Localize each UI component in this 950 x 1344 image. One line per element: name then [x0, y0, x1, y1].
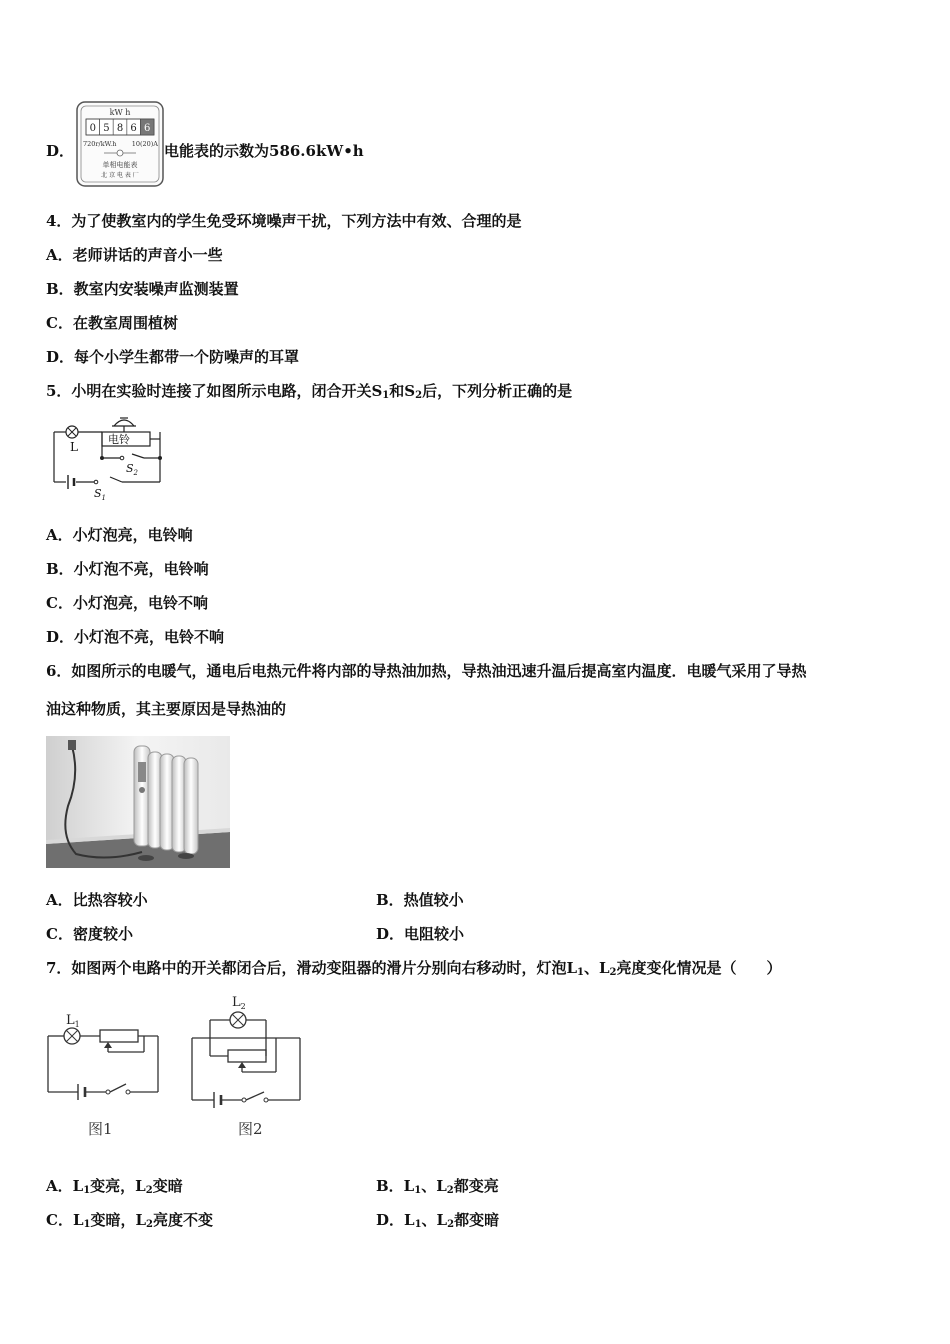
q6-option-c: C．密度较小	[46, 925, 133, 943]
meter-unit: kW h	[109, 108, 131, 117]
q5-s1-label: $S_1$	[94, 487, 107, 502]
q5-s2-label: $S_2$	[126, 462, 139, 477]
meter-maker: 北 京 电 表 厂	[101, 172, 139, 179]
q5-bell-label: 电铃	[108, 433, 130, 446]
q5-option-c: C．小灯泡亮，电铃不响	[46, 594, 208, 612]
q7-option-d: D．$L_1$、$L_2$都变暗	[376, 1211, 500, 1230]
meter-spec-left: 720r/kW.h	[83, 140, 117, 148]
q5-stem: 5．小明在实验时连接了如图所示电路，闭合开关$S_1$和$S_2$后，下列分析正确的是	[46, 382, 573, 401]
meter-digit: 6	[144, 123, 151, 134]
meter-digit: 8	[116, 123, 124, 134]
q5-option-a: A．小灯泡亮，电铃响	[46, 526, 193, 544]
oil-heater-photo	[46, 736, 230, 868]
q7-option-b: B．$L_1$、$L_2$都变亮	[376, 1177, 499, 1196]
q4-option-a: A．老师讲话的声音小一些	[46, 246, 223, 264]
q4-stem: 4．为了使教室内的学生免受环境噪声干扰，下列方法中有效、合理的是	[46, 212, 522, 230]
meter-digit: 6	[130, 123, 137, 134]
q7-fig1-caption: 图1	[88, 1120, 113, 1138]
q7-circuit-diagrams	[44, 990, 306, 1140]
electric-meter-figure	[76, 101, 164, 187]
q5-lamp-label: L	[70, 440, 78, 454]
q6-option-d: D．电阻较小	[376, 925, 465, 943]
q4-option-b: B．教室内安装噪声监测装置	[46, 280, 239, 298]
q7-l1-label: $L_1$	[66, 1013, 80, 1029]
q5-option-b: B．小灯泡不亮，电铃响	[46, 560, 209, 578]
q3-option-d-text: 电能表的示数为586.6kW•h	[164, 142, 364, 160]
q6-option-a: A．比热容较小	[46, 891, 148, 909]
q7-stem: 7．如图两个电路中的开关都闭合后，滑动变阻器的滑片分别向右移动时，灯泡$L_1$、$L_2$亮度变化情况是（ ）	[46, 959, 782, 978]
q5-option-d: D．小灯泡不亮，电铃不响	[46, 628, 225, 646]
q7-l2-label: $L_2$	[232, 995, 246, 1011]
meter-name: 单相电能表	[102, 161, 138, 169]
q7-fig2-caption: 图2	[238, 1120, 263, 1138]
q4-option-d: D．每个小学生都带一个防噪声的耳罩	[46, 348, 300, 366]
meter-digit: 5	[103, 123, 110, 134]
q6-stem-line2: 油这种物质，其主要原因是导热油的	[46, 700, 287, 718]
meter-spec-right: 10(20)A	[131, 140, 158, 148]
q3-option-d-letter: D．	[46, 142, 75, 160]
q6-option-b: B．热值较小	[376, 891, 464, 909]
q4-option-c: C．在教室周围植树	[46, 314, 178, 332]
q6-stem-line1: 6．如图所示的电暖气，通电后电热元件将内部的导热油加热，导热油迅速升温后提高室内温度．电暖气采用了导热	[46, 662, 807, 680]
q5-circuit-diagram	[46, 414, 166, 504]
q7-option-a: A．$L_1$变亮，$L_2$变暗	[46, 1177, 183, 1196]
q7-option-c: C．$L_1$变暗，$L_2$亮度不变	[46, 1211, 214, 1230]
meter-digit: 0	[89, 123, 96, 134]
